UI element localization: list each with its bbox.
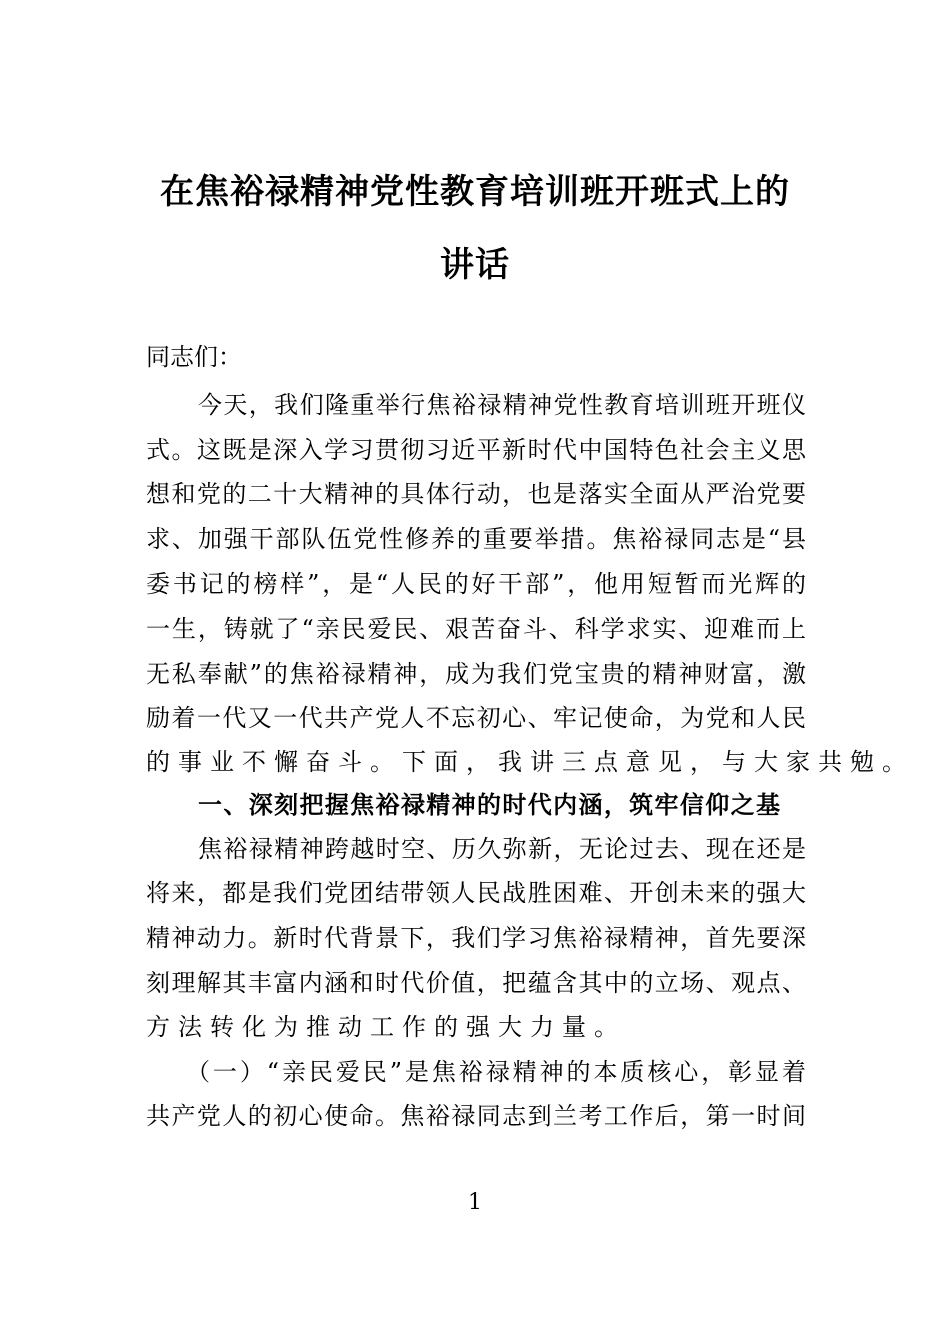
text-line: 委书记的榜样”，是“人民的好干部”，他用短暂而光辉的: [146, 570, 806, 598]
text-line: 精神动力。新时代背景下，我们学习焦裕禄精神，首先要深: [146, 924, 806, 952]
page-number: 1: [468, 1190, 482, 1215]
text-line: 方法转化为推动工作的强大力量。: [146, 1013, 626, 1041]
text-line: 焦裕禄精神跨越时空、历久弥新，无论过去、现在还是: [198, 835, 806, 863]
text-line: （一）“亲民爱民”是焦裕禄精神的本质核心，彰显着: [186, 1058, 806, 1086]
text-line: 无私奉献”的焦裕禄精神，成为我们党宝贵的精神财富，激: [146, 660, 806, 688]
text-line: 共产党人的初心使命。焦裕禄同志到兰考工作后，第一时间: [146, 1102, 806, 1130]
section-heading: 一、深刻把握焦裕禄精神的时代内涵，筑牢信仰之基: [198, 790, 780, 819]
text-line: 求、加强干部队伍党性修养的重要举措。焦裕禄同志是“县: [146, 525, 806, 553]
title-line: 讲话: [440, 245, 510, 285]
text-line: 将来，都是我们党团结带领人民战胜困难、开创未来的强大: [146, 879, 806, 907]
text-line: 想和党的二十大精神的具体行动，也是落实全面从严治党要: [146, 480, 806, 508]
text-line: 今天，我们隆重举行焦裕禄精神党性教育培训班开班仪: [198, 391, 806, 419]
text-line: 式。这既是深入学习贯彻习近平新时代中国特色社会主义思: [146, 436, 806, 464]
text-line: 刻理解其丰富内涵和时代价值，把蕴含其中的立场、观点、: [146, 969, 806, 997]
text-line: 一生，铸就了“亲民爱民、艰苦奋斗、科学求实、迎难而上: [146, 615, 806, 643]
title-line: 在焦裕禄精神党性教育培训班开班式上的: [160, 172, 790, 212]
text-line: 的事业不懈奋斗。下面，我讲三点意见，与大家共勉。: [146, 748, 914, 776]
text-line: 励着一代又一代共产党人不忘初心、牢记使命，为党和人民: [146, 704, 806, 732]
salutation: 同志们：: [146, 343, 242, 371]
